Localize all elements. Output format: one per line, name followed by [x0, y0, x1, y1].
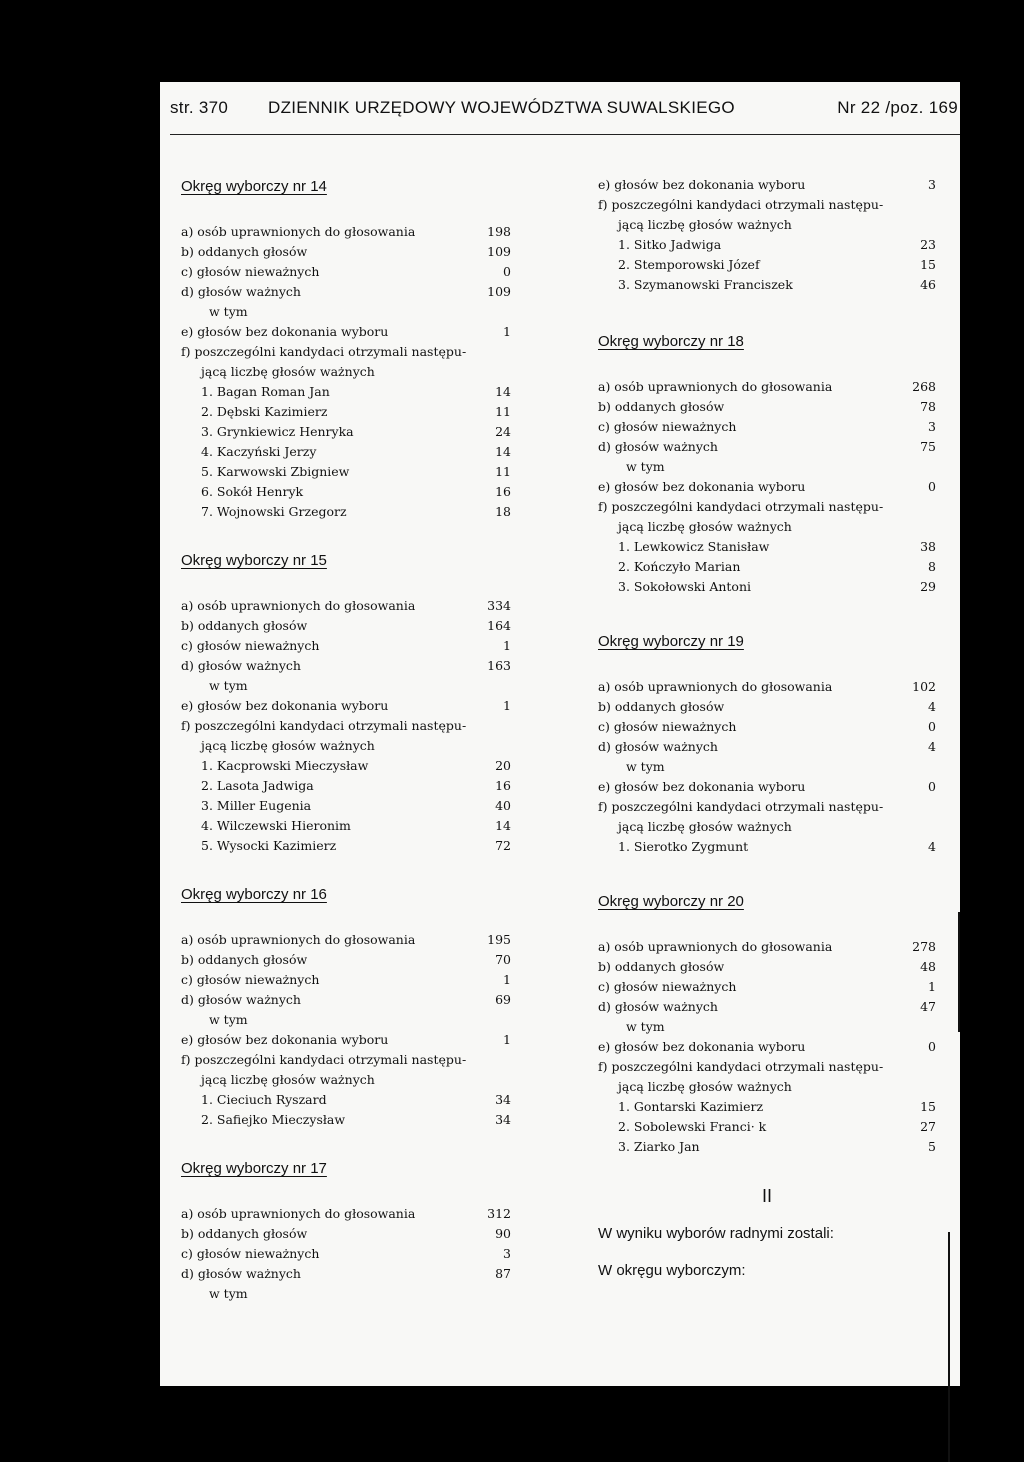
scan-edge-line: [958, 912, 960, 1032]
candidate-votes: 14: [495, 384, 511, 399]
cast-label: b) oddanych głosów: [181, 952, 308, 967]
journal-title: DZIENNIK URZĘDOWY WOJEWÓDZTWA SUWALSKIEGO: [268, 98, 735, 117]
candidate-name: 2. Dębski Kazimierz: [201, 404, 328, 419]
invalid-value: 0: [928, 719, 936, 734]
valid-label: d) głosów ważnych: [598, 739, 718, 754]
valid-value: 47: [920, 999, 936, 1014]
right-column: [598, 175, 936, 1157]
candidate-votes: 11: [495, 464, 511, 479]
cast-value: 4: [928, 699, 936, 714]
candidate-row: [598, 1137, 936, 1157]
candidate-votes: 4: [928, 839, 936, 854]
district-20: [598, 891, 936, 1157]
of-which-label: w tym: [209, 1012, 248, 1027]
valid-label: d) głosów ważnych: [598, 999, 718, 1014]
invalid-row: [181, 970, 511, 990]
candidate-name: 6. Sokół Henryk: [201, 484, 304, 499]
candidate-votes: 20: [495, 758, 511, 773]
invalid-row: [181, 262, 511, 282]
cast-value: 164: [487, 618, 511, 633]
candidate-name: 1. Cieciuch Ryszard: [201, 1092, 327, 1107]
valid-label: d) głosów ważnych: [181, 1266, 301, 1281]
invalid-label: c) głosów nieważnych: [181, 264, 320, 279]
candidates-heading-1: f) poszczególni kandydaci otrzymali następu-: [598, 197, 884, 212]
candidate-votes: 34: [495, 1092, 511, 1107]
valid-value: 75: [920, 439, 936, 454]
candidates-heading-2: jącą liczbę głosów ważnych: [618, 1079, 792, 1094]
without-choice-value: 1: [503, 324, 511, 339]
valid-row: [598, 997, 936, 1017]
invalid-value: 1: [503, 972, 511, 987]
district-15: [181, 550, 511, 856]
candidate-row: [598, 557, 936, 577]
without-choice-label: e) głosów bez dokonania wyboru: [598, 479, 806, 494]
page-number: str. 370: [170, 98, 229, 117]
candidate-votes: 16: [495, 778, 511, 793]
candidate-name: 1. Kacprowski Mieczysław: [201, 758, 369, 773]
section-number: II: [761, 1186, 772, 1206]
candidate-row: [181, 756, 511, 776]
valid-value: 87: [495, 1266, 511, 1281]
candidates-heading-1: f) poszczególni kandydaci otrzymali następu-: [181, 344, 467, 359]
section-ii-line-2: W okręgu wyborczym:: [598, 1262, 746, 1279]
candidate-row: [181, 482, 511, 502]
invalid-value: 3: [928, 419, 936, 434]
of-which-label: w tym: [626, 459, 665, 474]
candidate-name: 2. Lasota Jadwiga: [201, 778, 314, 793]
candidate-name: 2. Sobolewski Franci· k: [618, 1119, 767, 1134]
valid-row: [598, 737, 936, 757]
cast-row: [181, 242, 511, 262]
candidates-heading-1: f) poszczególni kandydaci otrzymali następu-: [181, 1052, 467, 1067]
candidate-name: 3. Grynkiewicz Henryka: [201, 424, 354, 439]
entitled-row: [181, 1204, 511, 1224]
candidate-name: 1. Lewkowicz Stanisław: [618, 539, 770, 554]
invalid-value: 3: [503, 1246, 511, 1261]
invalid-label: c) głosów nieważnych: [181, 638, 320, 653]
candidate-row: [181, 402, 511, 422]
candidates-heading-2: jącą liczbę głosów ważnych: [618, 217, 792, 232]
candidate-votes: 14: [495, 818, 511, 833]
cast-value: 90: [495, 1226, 511, 1241]
entitled-label: a) osób uprawnionych do głosowania: [181, 932, 416, 947]
without-choice-label: e) głosów bez dokonania wyboru: [181, 324, 389, 339]
candidate-votes: 40: [495, 798, 511, 813]
cast-value: 70: [495, 952, 511, 967]
district-title: Okręg wyborczy nr 18: [598, 333, 744, 350]
district-18: [598, 331, 936, 597]
of-which-label: w tym: [209, 304, 248, 319]
entitled-value: 102: [912, 679, 936, 694]
candidate-name: 1. Sierotko Zygmunt: [618, 839, 749, 854]
entitled-label: a) osób uprawnionych do głosowania: [598, 679, 833, 694]
candidate-votes: 18: [495, 504, 511, 519]
without-choice-row: [181, 1030, 511, 1050]
district-16: [181, 884, 511, 1130]
valid-row: [181, 282, 511, 302]
without-choice-value: 0: [928, 1039, 936, 1054]
entitled-label: a) osób uprawnionych do głosowania: [181, 1206, 416, 1221]
candidates-heading-1: f) poszczególni kandydaci otrzymali następu-: [598, 499, 884, 514]
candidate-name: 1. Gontarski Kazimierz: [618, 1099, 764, 1114]
candidate-row: [598, 1117, 936, 1137]
district-title: Okręg wyborczy nr 15: [181, 552, 327, 569]
candidate-name: 2. Stemporowski Józef: [618, 257, 760, 272]
entitled-value: 268: [912, 379, 936, 394]
cast-row: [181, 616, 511, 636]
district-title: Okręg wyborczy nr 16: [181, 886, 327, 903]
candidate-name: 4. Kaczyński Jerzy: [201, 444, 317, 459]
without-choice-row: [598, 1037, 936, 1057]
candidate-votes: 11: [495, 404, 511, 419]
candidate-name: 5. Karwowski Zbigniew: [201, 464, 350, 479]
candidate-votes: 27: [920, 1119, 936, 1134]
without-choice-row: [181, 696, 511, 716]
candidate-row: [598, 235, 936, 255]
valid-label: d) głosów ważnych: [598, 439, 718, 454]
entitled-row: [598, 677, 936, 697]
candidate-name: 1. Sitko Jadwiga: [618, 237, 722, 252]
candidate-votes: 15: [920, 257, 936, 272]
valid-value: 69: [495, 992, 511, 1007]
district-title: Okręg wyborczy nr 14: [181, 178, 327, 195]
candidates-heading-1: f) poszczególni kandydaci otrzymali następu-: [181, 718, 467, 733]
without-choice-row: [181, 322, 511, 342]
without-choice-row: [598, 777, 936, 797]
candidate-name: 2. Kończyło Marian: [618, 559, 741, 574]
cast-value: 48: [920, 959, 936, 974]
entitled-label: a) osób uprawnionych do głosowania: [181, 598, 416, 613]
cast-value: 109: [487, 244, 511, 259]
candidate-name: 3. Ziarko Jan: [618, 1139, 700, 1154]
entitled-value: 334: [487, 598, 511, 613]
candidates-heading-2: jącą liczbę głosów ważnych: [201, 1072, 375, 1087]
without-choice-value: 0: [928, 779, 936, 794]
invalid-value: 1: [928, 979, 936, 994]
invalid-label: c) głosów nieważnych: [598, 719, 737, 734]
candidate-name: 1. Bagan Roman Jan: [201, 384, 330, 399]
district-title: Okręg wyborczy nr 19: [598, 633, 744, 650]
candidate-votes: 14: [495, 444, 511, 459]
candidate-row: [598, 255, 936, 275]
of-which-label: w tym: [626, 759, 665, 774]
candidate-row: [598, 1097, 936, 1117]
invalid-row: [598, 717, 936, 737]
without-choice-label: e) głosów bez dokonania wyboru: [598, 779, 806, 794]
candidate-row: [181, 502, 511, 522]
candidates-heading-2: jącą liczbę głosów ważnych: [618, 819, 792, 834]
entitled-row: [598, 937, 936, 957]
without-choice-value: 1: [503, 698, 511, 713]
cast-label: b) oddanych głosów: [598, 959, 725, 974]
district-19: [598, 631, 936, 857]
without-choice-value: 1: [503, 1032, 511, 1047]
section-ii: [598, 1186, 936, 1299]
candidate-row: [181, 816, 511, 836]
cast-row: [181, 1224, 511, 1244]
valid-row: [181, 990, 511, 1010]
of-which-label: w tym: [626, 1019, 665, 1034]
of-which-label: w tym: [209, 678, 248, 693]
without-choice-value: 0: [928, 479, 936, 494]
district-title: Okręg wyborczy nr 17: [181, 1160, 327, 1177]
invalid-label: c) głosów nieważnych: [181, 972, 320, 987]
invalid-value: 0: [503, 264, 511, 279]
candidates-heading-1: f) poszczególni kandydaci otrzymali następu-: [598, 799, 884, 814]
candidate-votes: 16: [495, 484, 511, 499]
district-17: [181, 1158, 511, 1304]
entitled-value: 278: [912, 939, 936, 954]
cast-value: 78: [920, 399, 936, 414]
invalid-label: c) głosów nieważnych: [598, 979, 737, 994]
candidate-row: [181, 796, 511, 816]
valid-value: 4: [928, 739, 936, 754]
header-rule: [170, 134, 960, 135]
section-ii-line-1: W wyniku wyborów radnymi zostali:: [598, 1225, 834, 1242]
candidate-votes: 23: [920, 237, 936, 252]
left-column: [181, 176, 511, 1304]
candidate-votes: 8: [928, 559, 936, 574]
candidates-heading-2: jącą liczbę głosów ważnych: [618, 519, 792, 534]
invalid-row: [598, 417, 936, 437]
without-choice-value: 3: [928, 177, 936, 192]
candidate-votes: 34: [495, 1112, 511, 1127]
candidate-votes: 29: [920, 579, 936, 594]
candidate-row: [181, 836, 511, 856]
document-page: [160, 82, 960, 1386]
cast-row: [598, 697, 936, 717]
of-which-label: w tym: [209, 1286, 248, 1301]
candidate-votes: 5: [928, 1139, 936, 1154]
cast-row: [598, 957, 936, 977]
without-choice-label: e) głosów bez dokonania wyboru: [181, 1032, 389, 1047]
entitled-row: [181, 930, 511, 950]
without-choice-label: e) głosów bez dokonania wyboru: [598, 1039, 806, 1054]
candidate-votes: 38: [920, 539, 936, 554]
valid-label: d) głosów ważnych: [181, 658, 301, 673]
without-choice-label: e) głosów bez dokonania wyboru: [598, 177, 806, 192]
candidate-name: 4. Wilczewski Hieronim: [201, 818, 351, 833]
valid-label: d) głosów ważnych: [181, 992, 301, 1007]
entitled-value: 195: [487, 932, 511, 947]
district-title: Okręg wyborczy nr 20: [598, 893, 744, 910]
entitled-label: a) osób uprawnionych do głosowania: [598, 379, 833, 394]
without-choice-label: e) głosów bez dokonania wyboru: [181, 698, 389, 713]
invalid-label: c) głosów nieważnych: [598, 419, 737, 434]
scan-edge-line: [948, 1232, 950, 1462]
valid-row: [598, 437, 936, 457]
cast-label: b) oddanych głosów: [598, 699, 725, 714]
candidate-row: [181, 442, 511, 462]
entitled-label: a) osób uprawnionych do głosowania: [181, 224, 416, 239]
valid-row: [181, 1264, 511, 1284]
candidate-votes: 46: [920, 277, 936, 292]
candidate-row: [598, 837, 936, 857]
without-choice-row: [598, 477, 936, 497]
candidate-row: [598, 275, 936, 295]
district-14: [181, 176, 511, 522]
candidate-row: [181, 382, 511, 402]
candidate-name: 3. Miller Eugenia: [201, 798, 312, 813]
entitled-row: [598, 377, 936, 397]
candidate-row: [181, 1090, 511, 1110]
cast-label: b) oddanych głosów: [598, 399, 725, 414]
candidates-heading-2: jącą liczbę głosów ważnych: [201, 738, 375, 753]
valid-value: 109: [487, 284, 511, 299]
candidate-row: [181, 776, 511, 796]
candidate-name: 5. Wysocki Kazimierz: [201, 838, 337, 853]
candidate-row: [181, 1110, 511, 1130]
cast-row: [598, 397, 936, 417]
candidate-name: 3. Szymanowski Franciszek: [618, 277, 793, 292]
candidate-name: 7. Wojnowski Grzegorz: [201, 504, 347, 519]
entitled-value: 198: [487, 224, 511, 239]
invalid-row: [598, 977, 936, 997]
invalid-value: 1: [503, 638, 511, 653]
candidate-row: [181, 462, 511, 482]
valid-row: [181, 656, 511, 676]
candidate-votes: 15: [920, 1099, 936, 1114]
without-choice-row: [598, 175, 936, 195]
candidate-row: [598, 577, 936, 597]
candidates-heading-2: jącą liczbę głosów ważnych: [201, 364, 375, 379]
invalid-row: [181, 636, 511, 656]
candidate-votes: 72: [495, 838, 511, 853]
invalid-row: [181, 1244, 511, 1264]
cast-label: b) oddanych głosów: [181, 244, 308, 259]
cast-label: b) oddanych głosów: [181, 1226, 308, 1241]
entitled-row: [181, 596, 511, 616]
valid-label: d) głosów ważnych: [181, 284, 301, 299]
cast-row: [181, 950, 511, 970]
entitled-label: a) osób uprawnionych do głosowania: [598, 939, 833, 954]
candidate-row: [598, 537, 936, 557]
entitled-row: [181, 222, 511, 242]
candidates-heading-1: f) poszczególni kandydaci otrzymali następu-: [598, 1059, 884, 1074]
cast-label: b) oddanych głosów: [181, 618, 308, 633]
entitled-value: 312: [487, 1206, 511, 1221]
invalid-label: c) głosów nieważnych: [181, 1246, 320, 1261]
candidate-votes: 24: [495, 424, 511, 439]
candidate-row: [181, 422, 511, 442]
candidate-name: 2. Safiejko Mieczysław: [201, 1112, 346, 1127]
candidate-name: 3. Sokołowski Antoni: [618, 579, 752, 594]
district-17-continued: [598, 175, 936, 295]
issue-number: Nr 22 /poz. 169: [837, 98, 958, 117]
valid-value: 163: [487, 658, 511, 673]
